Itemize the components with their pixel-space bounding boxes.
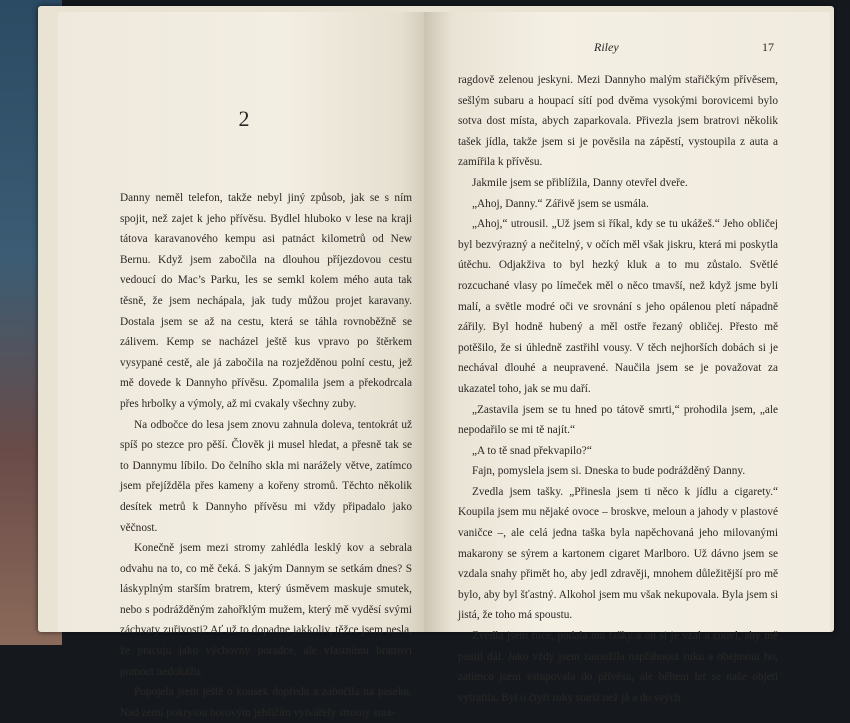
right-page-text [458,70,778,708]
open-book [38,6,834,719]
page-number: 17 [762,40,774,54]
paragraph: „Ahoj, Danny.“ Zářivě jsem se usmála. [472,197,649,210]
paragraph: Danny neměl telefon, takže nebyl jiný způsob, jak se s ním spojit, než zajet k jeho přívěsu. Bydlel hluboko v lese na kraji tátova karavanového kempu asi patnáct kilometrů od New Bernu. Když jsem zabočila na dlouhou příjezdovou cestu vedoucí do Mac’s Parku, les se semkl kolem mého auta tak těsně, že jsem nechápala, jak tudy můžou projet karavany. Dostala jsem se až na cestu, která se táhla rovnoběžně se zálivem. Kemp se nacházel ještě kus vpravo po štěrkem vysypané cestě, ale já zabočila na rozježděnou polní cestu, jež mě dovede k Dannyho přívěsu. Zpomalila jsem a překodrcala přes hrbolky a výmoly, až mi cvakaly všechny zuby. [120,192,412,410]
left-page [58,12,430,719]
chapter-number: 2 [238,106,250,131]
running-head: Riley [594,40,619,54]
paragraph: Jakmile jsem se přiblížila, Danny otevřel dveře. [472,176,688,189]
paragraph: Zvedla jsem tašky. „Přinesla jsem ti něco k jídlu a cigarety.“ Koupila jsem mu nějaké ovoce – broskve, meloun a jahody v plastové vaničce –, ale celá jedna taška byla napěchovaná jeho milovanými makarony se sýrem a kartonem cigaret Marlboro. Už dávno jsem se vzdala snahy přimět ho, aby jedl zdravěji, mnohem důležitější pro mě bylo, aby byl šťastný. Alkohol jsem mu však nekupovala. Byla jsem si jistá, že toho má spoustu. [458,485,778,622]
left-page-text [120,188,412,723]
paragraph: Fajn, pomyslela jsem si. Dneska to bude podrážděný Danny. [472,465,746,478]
right-page [424,12,830,704]
paragraph: Zvedla jsem ruce, podala mu tašky a on si je vzal a couvl, aby mě pustil dál. Jako vždy jsem zatoužila napřáhnout ruku a obejmout ho, zatímco jsem vstupovala do přívěsu, ale během let se naše objetí vytratila. Byl o čtyři roky starší než já a do svých [458,630,778,704]
paragraph: Na odbočce do lesa jsem znovu zahnula doleva, tentokrát už spíš po stezce pro pěší. Člověk ji musel hledat, a přesně tak se to Dannymu líbilo. Do čelního skla mi narážely větve, zatímco jsem přejížděla přes kameny a kořeny stromů. Těchto několik desítek metrů k Dannyho přívěsu mi vždy připadalo jako věčnost. [120,418,412,534]
paragraph: Popojela jsem ještě o kousek dopředu a zabočila na paseku. Nad zemí pokrytou borovým jehličím vytvářely stromy sma- [120,686,412,719]
paragraph: „Ahoj,“ utrousil. „Už jsem si říkal, kdy se tu ukážeš.“ Jeho obličej byl bezvýrazný a nečitelný, v očích měl však jiskru, která mi poskytla útěchu. Odjakživa to byl hezký kluk a to mu zůstalo. Světlé rozcuchané vlasy po límeček měl o něco tmavší, než když jsme byli malí, a světle modré oči ve srovnání s jeho opálenou pletí nápadně zářily. Byl hodně hubený a měl ostře řezaný obličej. Přesto mě potěšilo, že si úhledně zastřihl vousy. V těch nejhorších dobách si je nechával dlouhé a neupravené. Naučila jsem se je považovat za ukazatel toho, jak se mu daří. [458,218,778,395]
paragraph: Konečně jsem mezi stromy zahlédla lesklý kov a sebrala odvahu na to, co mě čeká. S jakým Dannym se setkám dnes? S láskyplným starším bratrem, který úsměvem maskuje smutek, nebo s podrážděným zahořklým mužem, který mě vyděsí svými záchvaty zuřivosti? Ať už to dopadne jakkoliv, těžce jsem nesla, že pracuju jako výchovný poradce, ale vlastnímu bratrovi pomoct nedokážu. [120,542,412,678]
paragraph: ragdově zelenou jeskyni. Mezi Dannyho malým stařičkým přívěsem, sešlým subaru a houpací sítí pod dvěma vysokými borovicemi bylo sotva dost místa, abych zaparkovala. Přivezla jsem bratrovi několik tašek jídla, takže jsem si je pověsila na zápěstí, vystoupila z auta a zamířila k přívěsu. [458,74,778,169]
paragraph: „Zastavila jsem se tu hned po tátově smrti,“ prohodila jsem, „ale nepodařilo se mi tě najít.“ [458,403,778,437]
paragraph: „A to tě snad překvapilo?“ [472,444,592,457]
